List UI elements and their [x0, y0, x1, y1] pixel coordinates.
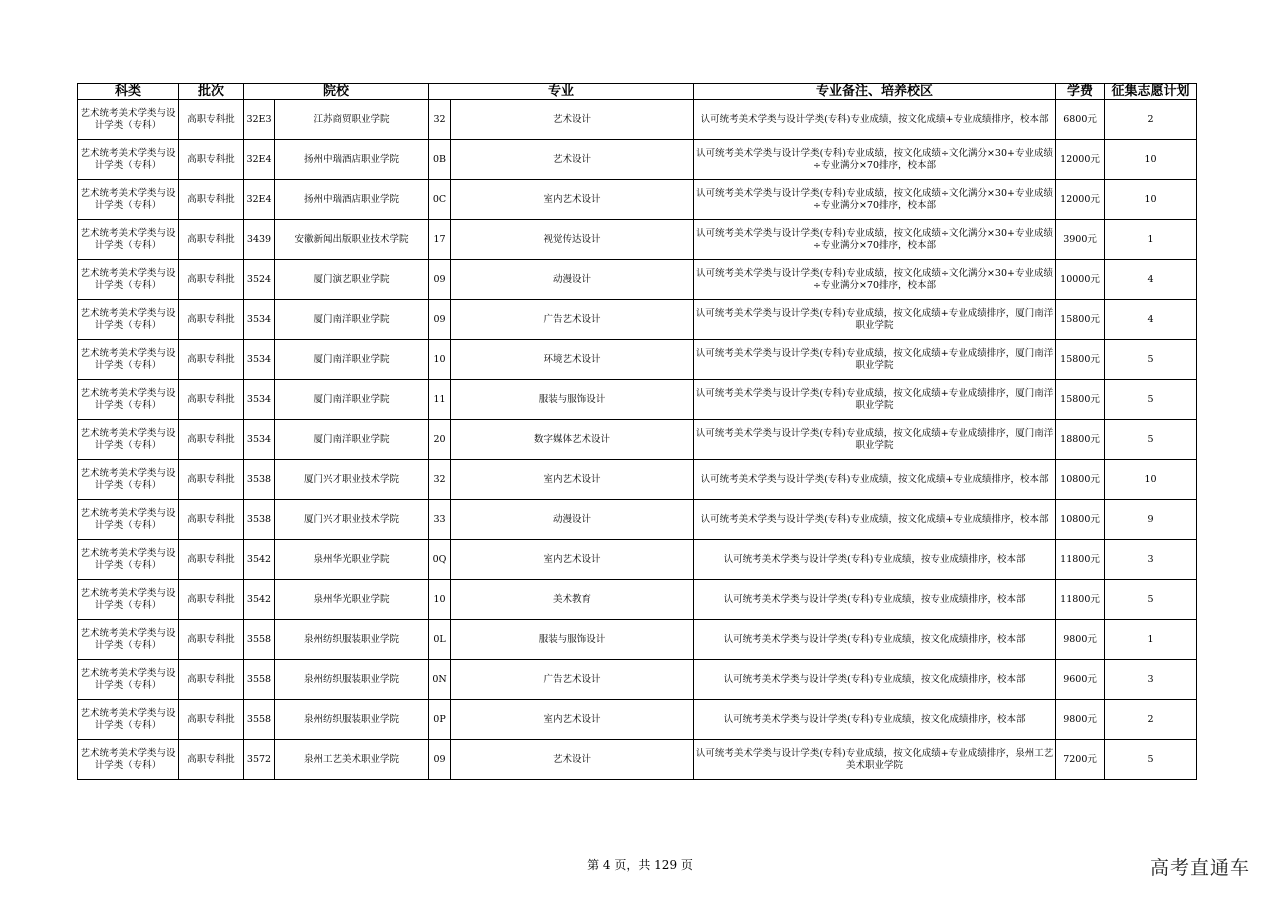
table-header-row	[78, 84, 1197, 100]
cell-note: 认可统考美术学类与设计学类(专科)专业成绩，按文化成绩÷文化满分×30+专业成绩÷专业满分×70排序，校本部	[694, 180, 1056, 220]
cell-note: 认可统考美术学类与设计学类(专科)专业成绩，按文化成绩+专业成绩排序，厦门南洋职业学院	[694, 340, 1056, 380]
cell-major-code: 09	[429, 740, 451, 780]
cell-plan: 2	[1105, 100, 1197, 140]
cell-category: 艺术统考美术学类与设计学类（专科）	[78, 340, 179, 380]
cell-school-name: 江苏商贸职业学院	[275, 100, 429, 140]
cell-school-code: 32E4	[244, 140, 275, 180]
table-row	[78, 420, 1197, 460]
cell-school-code: 3534	[244, 420, 275, 460]
cell-category: 艺术统考美术学类与设计学类（专科）	[78, 580, 179, 620]
cell-batch: 高职专科批	[179, 700, 244, 740]
cell-category: 艺术统考美术学类与设计学类（专科）	[78, 460, 179, 500]
cell-batch: 高职专科批	[179, 620, 244, 660]
table-row	[78, 380, 1197, 420]
cell-school-code: 3538	[244, 500, 275, 540]
cell-major-code: 32	[429, 460, 451, 500]
cell-batch: 高职专科批	[179, 340, 244, 380]
cell-fee: 10800元	[1056, 460, 1105, 500]
cell-fee: 18800元	[1056, 420, 1105, 460]
cell-major-code: 11	[429, 380, 451, 420]
header-category: 科类	[78, 84, 179, 100]
cell-school-name: 扬州中瑞酒店职业学院	[275, 140, 429, 180]
cell-note: 认可统考美术学类与设计学类(专科)专业成绩，按文化成绩+专业成绩排序，厦门南洋职业学院	[694, 420, 1056, 460]
table-row	[78, 700, 1197, 740]
cell-note: 认可统考美术学类与设计学类(专科)专业成绩，按文化成绩排序，校本部	[694, 620, 1056, 660]
cell-fee: 15800元	[1056, 300, 1105, 340]
cell-school-name: 泉州工艺美术职业学院	[275, 740, 429, 780]
cell-category: 艺术统考美术学类与设计学类（专科）	[78, 300, 179, 340]
cell-note: 认可统考美术学类与设计学类(专科)专业成绩，按文化成绩+专业成绩排序，校本部	[694, 500, 1056, 540]
cell-school-name: 泉州纺织服装职业学院	[275, 660, 429, 700]
cell-major-code: 09	[429, 300, 451, 340]
cell-batch: 高职专科批	[179, 500, 244, 540]
cell-note: 认可统考美术学类与设计学类(专科)专业成绩，按文化成绩排序，校本部	[694, 660, 1056, 700]
cell-plan: 1	[1105, 220, 1197, 260]
header-school: 院校	[244, 84, 429, 100]
cell-school-name: 泉州纺织服装职业学院	[275, 700, 429, 740]
cell-major-name: 艺术设计	[451, 100, 694, 140]
cell-major-name: 动漫设计	[451, 500, 694, 540]
table-row	[78, 460, 1197, 500]
cell-major-code: 0N	[429, 660, 451, 700]
cell-major-code: 0P	[429, 700, 451, 740]
cell-school-code: 3558	[244, 620, 275, 660]
cell-fee: 12000元	[1056, 180, 1105, 220]
cell-major-code: 0C	[429, 180, 451, 220]
cell-note: 认可统考美术学类与设计学类(专科)专业成绩，按文化成绩÷文化满分×30+专业成绩÷专业满分×70排序，校本部	[694, 260, 1056, 300]
cell-major-name: 室内艺术设计	[451, 460, 694, 500]
cell-category: 艺术统考美术学类与设计学类（专科）	[78, 660, 179, 700]
cell-school-code: 3542	[244, 540, 275, 580]
cell-batch: 高职专科批	[179, 380, 244, 420]
cell-note: 认可统考美术学类与设计学类(专科)专业成绩，按专业成绩排序，校本部	[694, 580, 1056, 620]
cell-school-name: 安徽新闻出版职业技术学院	[275, 220, 429, 260]
cell-school-code: 3534	[244, 300, 275, 340]
cell-note: 认可统考美术学类与设计学类(专科)专业成绩，按文化成绩排序，校本部	[694, 700, 1056, 740]
cell-school-name: 泉州纺织服装职业学院	[275, 620, 429, 660]
cell-category: 艺术统考美术学类与设计学类（专科）	[78, 620, 179, 660]
cell-school-name: 厦门兴才职业技术学院	[275, 460, 429, 500]
cell-category: 艺术统考美术学类与设计学类（专科）	[78, 220, 179, 260]
cell-plan: 5	[1105, 580, 1197, 620]
table-row	[78, 620, 1197, 660]
cell-school-name: 厦门南洋职业学院	[275, 420, 429, 460]
cell-school-name: 扬州中瑞酒店职业学院	[275, 180, 429, 220]
cell-note: 认可统考美术学类与设计学类(专科)专业成绩，按专业成绩排序，校本部	[694, 540, 1056, 580]
cell-major-name: 室内艺术设计	[451, 700, 694, 740]
cell-school-code: 3534	[244, 340, 275, 380]
cell-school-code: 32E3	[244, 100, 275, 140]
cell-school-code: 3558	[244, 700, 275, 740]
cell-major-code: 0Q	[429, 540, 451, 580]
header-batch: 批次	[179, 84, 244, 100]
table-row	[78, 140, 1197, 180]
watermark-logo-text: 高考直通车	[1149, 857, 1250, 879]
cell-school-name: 厦门南洋职业学院	[275, 340, 429, 380]
cell-batch: 高职专科批	[179, 460, 244, 500]
cell-major-name: 广告艺术设计	[451, 660, 694, 700]
cell-batch: 高职专科批	[179, 660, 244, 700]
cell-major-name: 室内艺术设计	[451, 180, 694, 220]
cell-major-name: 艺术设计	[451, 140, 694, 180]
cell-major-code: 0B	[429, 140, 451, 180]
cell-major-name: 数字媒体艺术设计	[451, 420, 694, 460]
cell-note: 认可统考美术学类与设计学类(专科)专业成绩，按文化成绩+专业成绩排序，校本部	[694, 460, 1056, 500]
cell-note: 认可统考美术学类与设计学类(专科)专业成绩，按文化成绩+专业成绩排序，泉州工艺美术职业学院	[694, 740, 1056, 780]
cell-plan: 5	[1105, 420, 1197, 460]
cell-plan: 2	[1105, 700, 1197, 740]
cell-category: 艺术统考美术学类与设计学类（专科）	[78, 540, 179, 580]
page-footer: 第 4 页，共 129 页	[587, 858, 693, 872]
cell-fee: 7200元	[1056, 740, 1105, 780]
cell-school-code: 3572	[244, 740, 275, 780]
cell-batch: 高职专科批	[179, 180, 244, 220]
cell-school-name: 厦门南洋职业学院	[275, 300, 429, 340]
table-row	[78, 740, 1197, 780]
cell-plan: 1	[1105, 620, 1197, 660]
table-body	[78, 100, 1197, 780]
cell-school-name: 泉州华光职业学院	[275, 540, 429, 580]
cell-major-code: 20	[429, 420, 451, 460]
cell-batch: 高职专科批	[179, 420, 244, 460]
cell-note: 认可统考美术学类与设计学类(专科)专业成绩，按文化成绩+专业成绩排序，厦门南洋职业学院	[694, 300, 1056, 340]
table-row	[78, 260, 1197, 300]
cell-major-code: 0L	[429, 620, 451, 660]
cell-school-code: 3538	[244, 460, 275, 500]
cell-major-name: 视觉传达设计	[451, 220, 694, 260]
admission-plan-table	[77, 83, 1197, 780]
table-row	[78, 540, 1197, 580]
cell-fee: 10800元	[1056, 500, 1105, 540]
cell-fee: 15800元	[1056, 340, 1105, 380]
cell-major-name: 环境艺术设计	[451, 340, 694, 380]
cell-plan: 5	[1105, 740, 1197, 780]
cell-school-code: 3524	[244, 260, 275, 300]
cell-major-name: 动漫设计	[451, 260, 694, 300]
cell-school-code: 3534	[244, 380, 275, 420]
cell-plan: 4	[1105, 260, 1197, 300]
cell-fee: 11800元	[1056, 580, 1105, 620]
cell-plan: 3	[1105, 660, 1197, 700]
cell-plan: 10	[1105, 140, 1197, 180]
cell-major-code: 09	[429, 260, 451, 300]
cell-note: 认可统考美术学类与设计学类(专科)专业成绩，按文化成绩÷文化满分×30+专业成绩÷专业满分×70排序，校本部	[694, 140, 1056, 180]
cell-fee: 12000元	[1056, 140, 1105, 180]
cell-batch: 高职专科批	[179, 220, 244, 260]
cell-batch: 高职专科批	[179, 140, 244, 180]
cell-fee: 9800元	[1056, 700, 1105, 740]
table-row	[78, 500, 1197, 540]
cell-category: 艺术统考美术学类与设计学类（专科）	[78, 100, 179, 140]
cell-fee: 6800元	[1056, 100, 1105, 140]
cell-fee: 15800元	[1056, 380, 1105, 420]
cell-major-name: 室内艺术设计	[451, 540, 694, 580]
cell-category: 艺术统考美术学类与设计学类（专科）	[78, 500, 179, 540]
cell-category: 艺术统考美术学类与设计学类（专科）	[78, 740, 179, 780]
cell-fee: 10000元	[1056, 260, 1105, 300]
header-fee: 学费	[1056, 84, 1105, 100]
cell-fee: 3900元	[1056, 220, 1105, 260]
table-row	[78, 220, 1197, 260]
cell-plan: 5	[1105, 340, 1197, 380]
cell-major-name: 服装与服饰设计	[451, 620, 694, 660]
cell-category: 艺术统考美术学类与设计学类（专科）	[78, 700, 179, 740]
cell-note: 认可统考美术学类与设计学类(专科)专业成绩，按文化成绩+专业成绩排序，厦门南洋职业学院	[694, 380, 1056, 420]
header-major: 专业	[429, 84, 694, 100]
cell-plan: 9	[1105, 500, 1197, 540]
cell-fee: 9600元	[1056, 660, 1105, 700]
cell-school-name: 厦门兴才职业技术学院	[275, 500, 429, 540]
table-row	[78, 300, 1197, 340]
cell-major-code: 10	[429, 580, 451, 620]
cell-plan: 4	[1105, 300, 1197, 340]
cell-batch: 高职专科批	[179, 580, 244, 620]
cell-batch: 高职专科批	[179, 260, 244, 300]
cell-category: 艺术统考美术学类与设计学类（专科）	[78, 260, 179, 300]
cell-batch: 高职专科批	[179, 300, 244, 340]
cell-major-code: 33	[429, 500, 451, 540]
cell-fee: 9800元	[1056, 620, 1105, 660]
cell-school-code: 3558	[244, 660, 275, 700]
cell-fee: 11800元	[1056, 540, 1105, 580]
cell-note: 认可统考美术学类与设计学类(专科)专业成绩，按文化成绩÷文化满分×30+专业成绩÷专业满分×70排序，校本部	[694, 220, 1056, 260]
cell-category: 艺术统考美术学类与设计学类（专科）	[78, 380, 179, 420]
cell-major-name: 服装与服饰设计	[451, 380, 694, 420]
cell-batch: 高职专科批	[179, 540, 244, 580]
cell-school-code: 3542	[244, 580, 275, 620]
cell-batch: 高职专科批	[179, 100, 244, 140]
cell-school-name: 厦门演艺职业学院	[275, 260, 429, 300]
header-note: 专业备注、培养校区	[694, 84, 1056, 100]
cell-major-name: 艺术设计	[451, 740, 694, 780]
table-row	[78, 100, 1197, 140]
cell-school-name: 厦门南洋职业学院	[275, 380, 429, 420]
cell-category: 艺术统考美术学类与设计学类（专科）	[78, 180, 179, 220]
table-row	[78, 180, 1197, 220]
cell-plan: 10	[1105, 460, 1197, 500]
cell-plan: 5	[1105, 380, 1197, 420]
cell-major-code: 10	[429, 340, 451, 380]
cell-category: 艺术统考美术学类与设计学类（专科）	[78, 140, 179, 180]
table-row	[78, 660, 1197, 700]
cell-batch: 高职专科批	[179, 740, 244, 780]
cell-note: 认可统考美术学类与设计学类(专科)专业成绩，按文化成绩+专业成绩排序，校本部	[694, 100, 1056, 140]
cell-major-name: 美术教育	[451, 580, 694, 620]
table-row	[78, 340, 1197, 380]
cell-school-code: 32E4	[244, 180, 275, 220]
cell-major-name: 广告艺术设计	[451, 300, 694, 340]
cell-category: 艺术统考美术学类与设计学类（专科）	[78, 420, 179, 460]
table-row	[78, 580, 1197, 620]
cell-major-code: 17	[429, 220, 451, 260]
cell-plan: 10	[1105, 180, 1197, 220]
cell-plan: 3	[1105, 540, 1197, 580]
cell-school-code: 3439	[244, 220, 275, 260]
cell-school-name: 泉州华光职业学院	[275, 580, 429, 620]
cell-major-code: 32	[429, 100, 451, 140]
header-plan: 征集志愿计划	[1105, 84, 1197, 100]
